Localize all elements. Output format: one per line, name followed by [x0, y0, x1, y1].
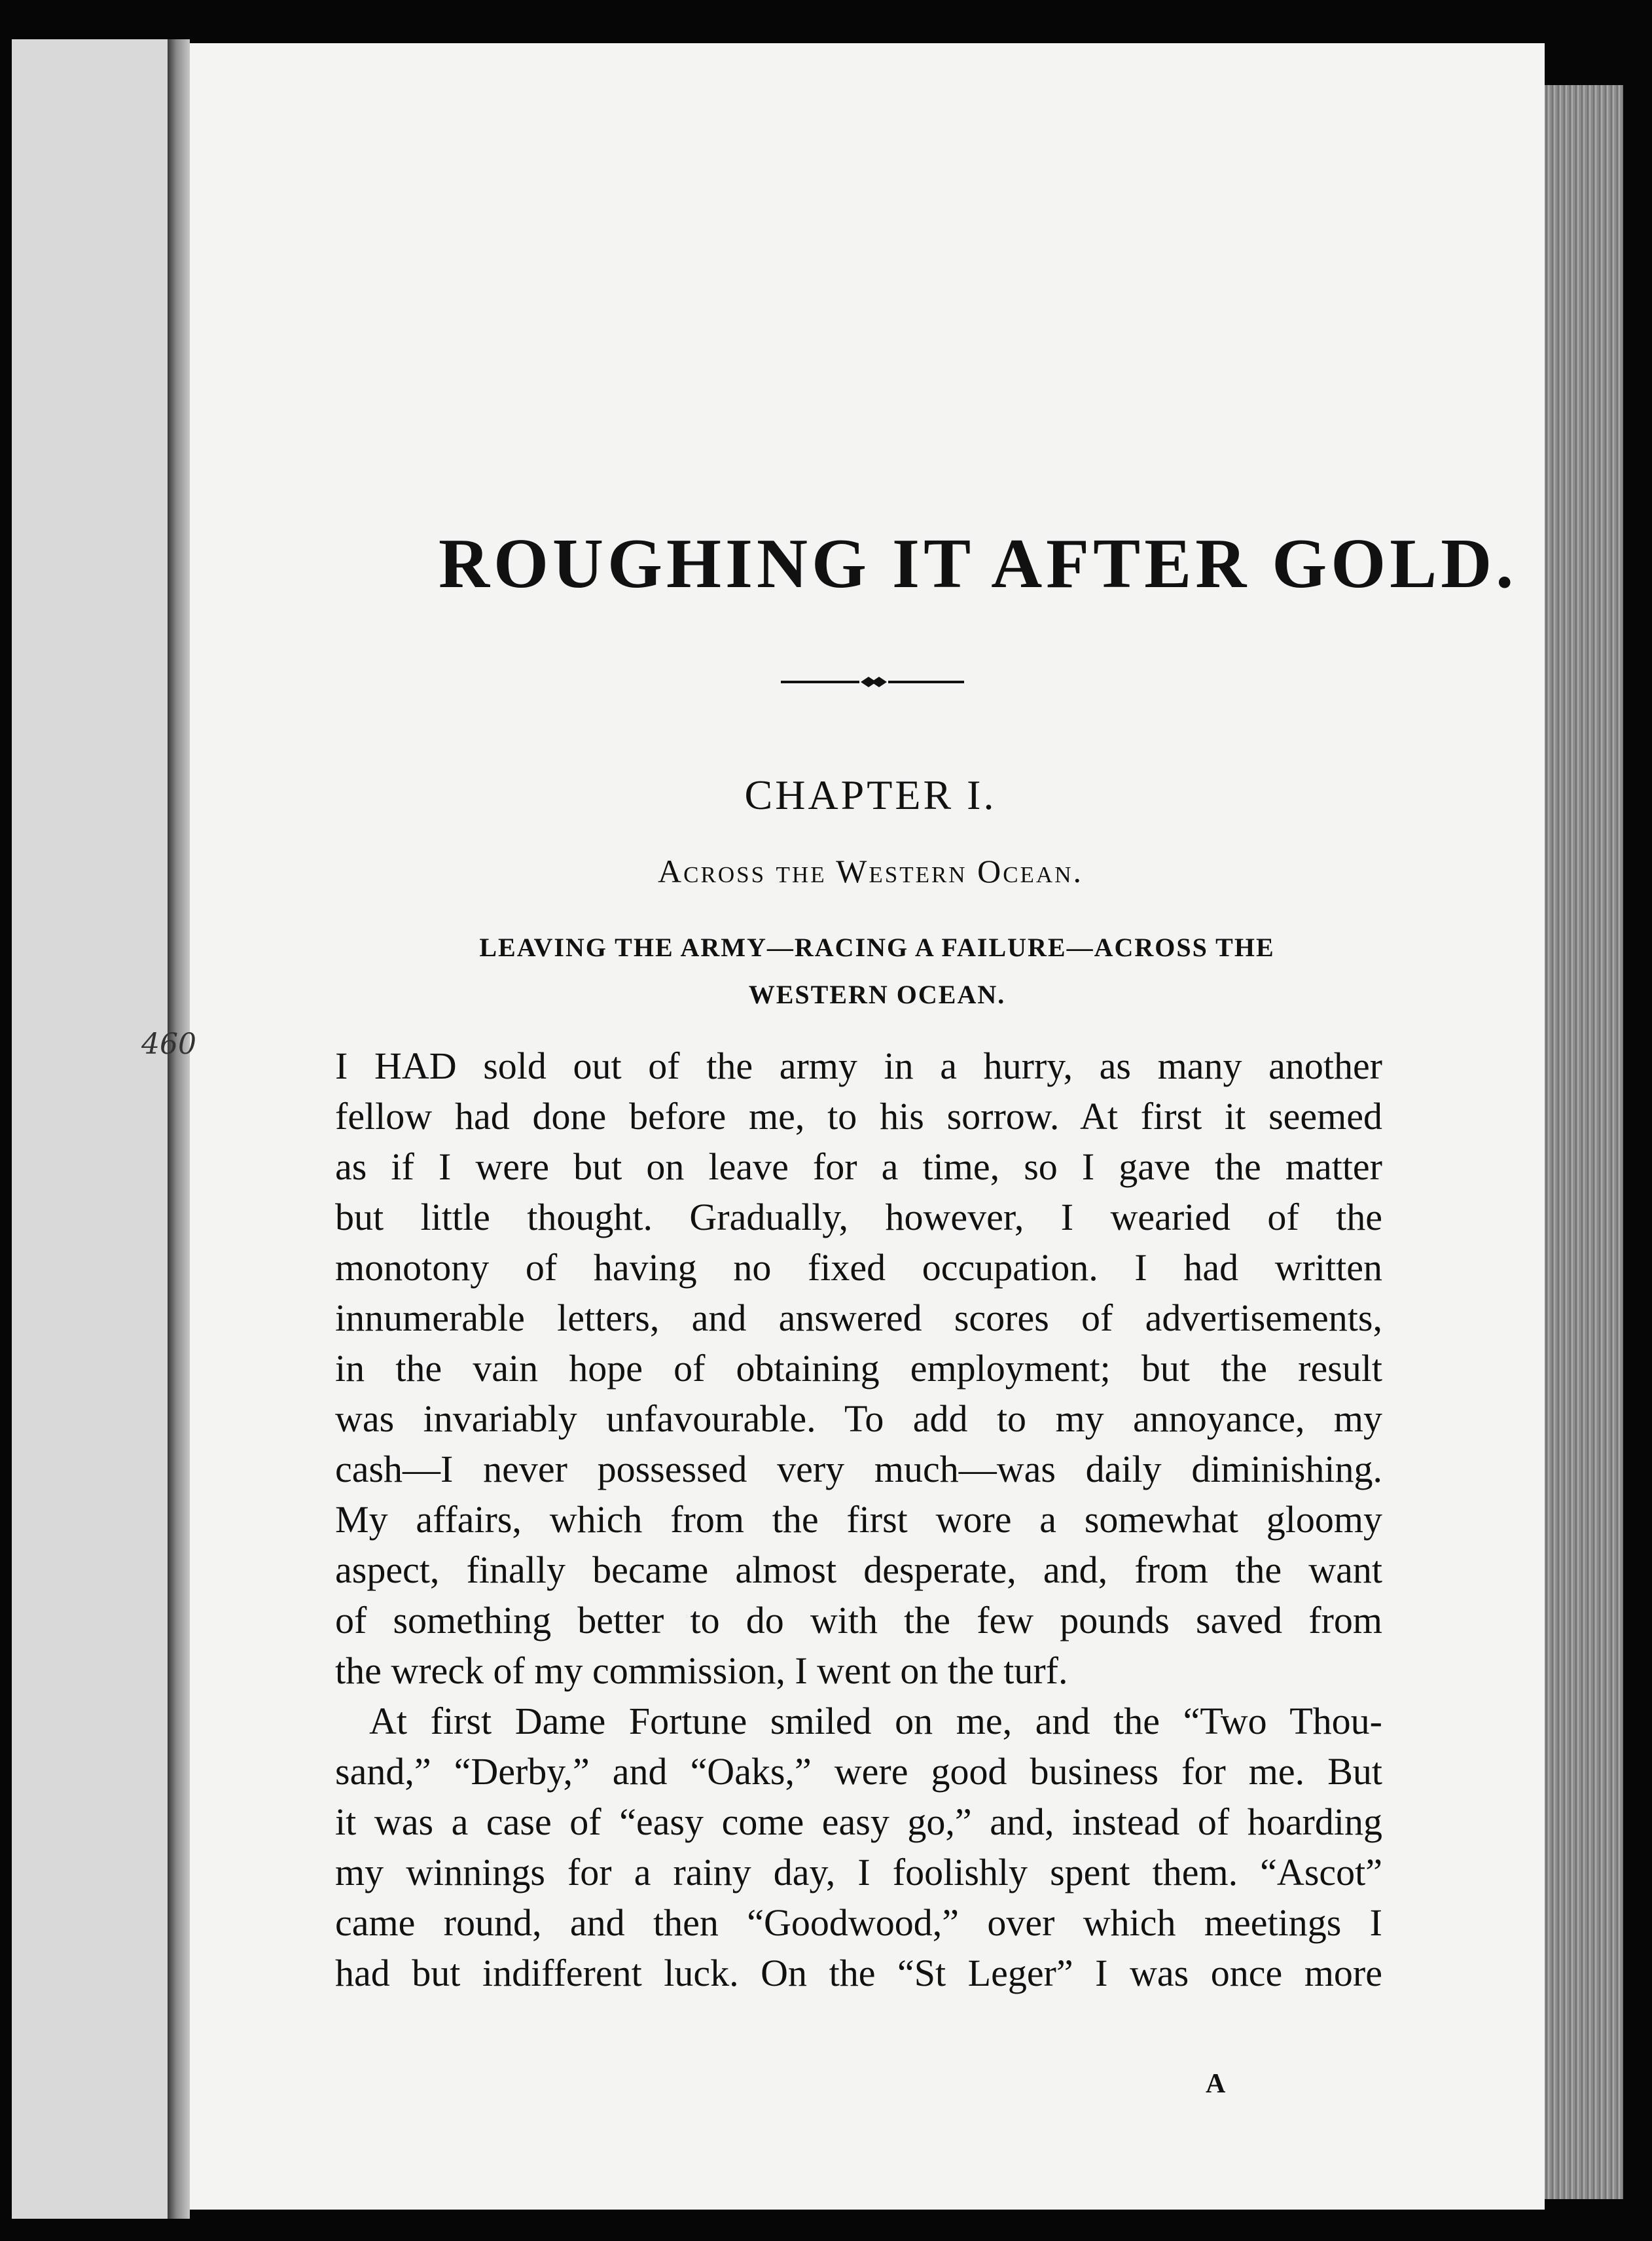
text-line: as if I were but on leave for a time, so I gave the matter: [335, 1145, 1382, 1188]
margin-annotation: 460: [141, 1028, 196, 1061]
synopsis-line: LEAVING THE ARMY—RACING A FAILURE—ACROSS THE: [479, 933, 1275, 962]
text-line: came round, and then “Goodwood,” over which meetings I: [335, 1901, 1382, 1944]
book-gutter: [168, 39, 190, 2219]
signature-mark: A: [1206, 2069, 1226, 2099]
text-line: in the vain hope of obtaining employment; but the result: [335, 1347, 1382, 1389]
text-line: At first Dame Fortune smiled on me, and the “Two Thou-: [369, 1700, 1382, 1742]
page-edges: [1545, 85, 1623, 2199]
text-line: of something better to do with the few pounds saved from: [335, 1599, 1382, 1641]
text-line: was invariably unfavourable. To add to my annoyance, my: [335, 1397, 1382, 1440]
chapter-synopsis: [406, 924, 1348, 1018]
text-line: but little thought. Gradually, however, I wearied of the: [335, 1196, 1382, 1238]
text-line: monotony of having no fixed occupation. I had written: [335, 1246, 1382, 1289]
text-line: sand,” “Derby,” and “Oaks,” were good business for me. But: [335, 1750, 1382, 1793]
text-line: the wreck of my commission, I went on the turf.: [335, 1649, 1068, 1692]
text-line: my winnings for a rainy day, I foolishly spent them. “Ascot”: [335, 1851, 1382, 1893]
text-line: cash—I never possessed very much—was daily diminishing.: [335, 1448, 1382, 1490]
text-line: it was a case of “easy come easy go,” and, instead of hoarding: [335, 1801, 1382, 1843]
previous-page-edge: [12, 39, 168, 2219]
text-line: had but indifferent luck. On the “St Leger” I was once more: [335, 1952, 1382, 1994]
body-text: [335, 1041, 1382, 1998]
text-line: My affairs, which from the first wore a somewhat gloomy: [335, 1498, 1382, 1541]
title-ornament: [781, 674, 964, 690]
synopsis-line: WESTERN OCEAN.: [748, 980, 1006, 1009]
book-title: ROUGHING IT AFTER GOLD.: [439, 525, 1518, 603]
text-line: aspect, finally became almost desperate, and, from the want: [335, 1549, 1382, 1591]
text-line: innumerable letters, and answered scores of advertisements,: [335, 1297, 1382, 1339]
text-line: fellow had done before me, to his sorrow. At first it seemed: [335, 1095, 1382, 1138]
chapter-title: Across the Western Ocean.: [658, 853, 1083, 889]
chapter-heading: CHAPTER I.: [744, 772, 997, 818]
text-line: I HAD sold out of the army in a hurry, as many another: [335, 1045, 1382, 1087]
